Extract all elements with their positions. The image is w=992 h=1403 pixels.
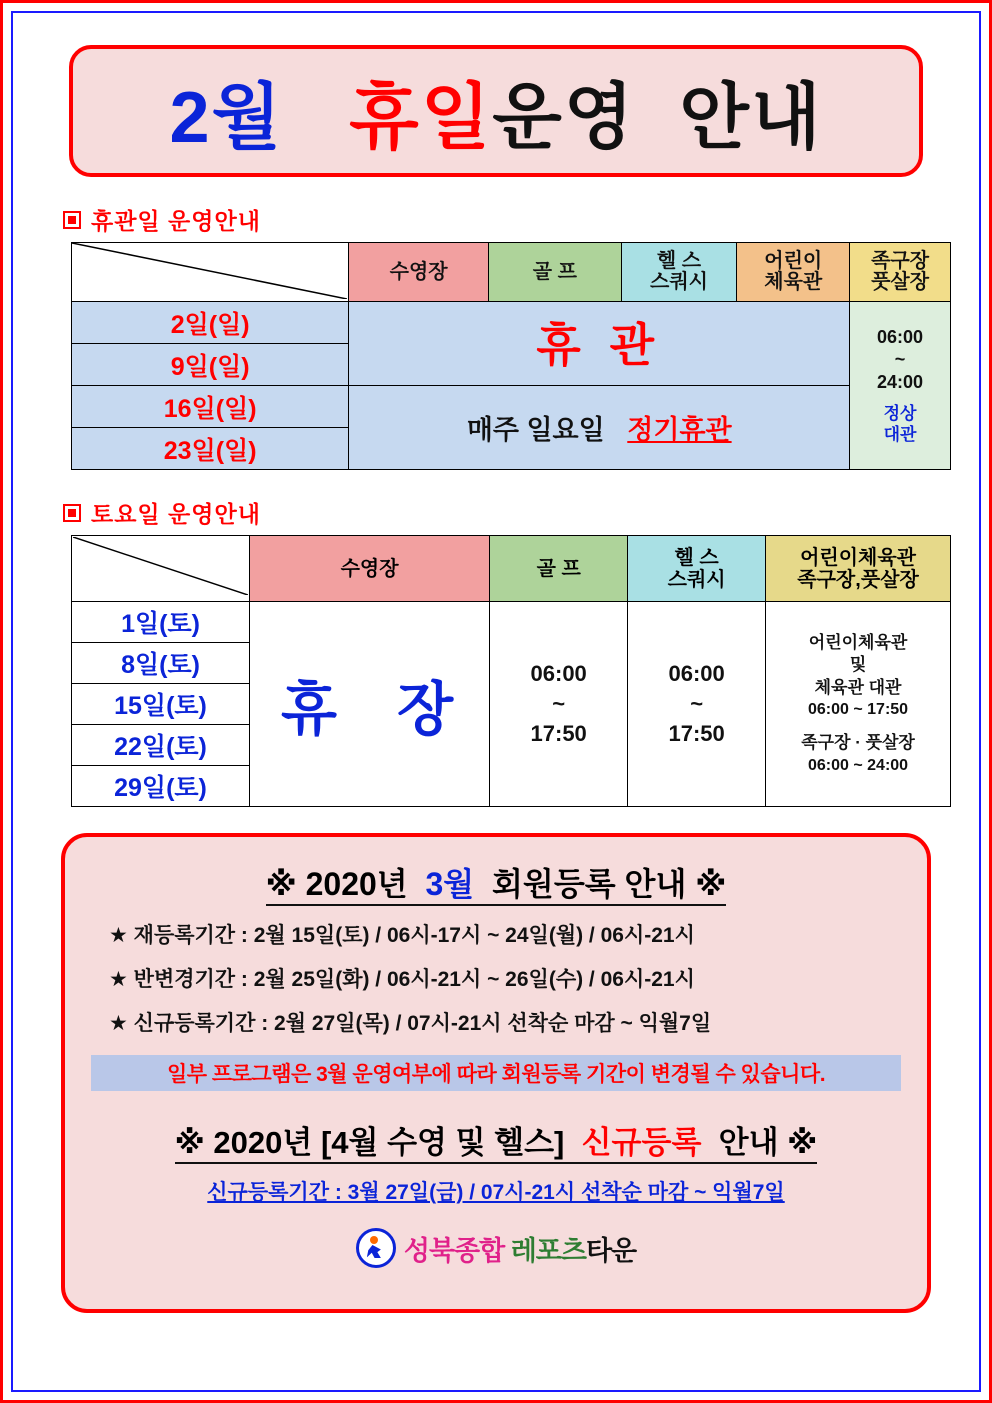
kids-info-line1: 어린이체육관 bbox=[808, 633, 908, 653]
notice-box bbox=[61, 833, 931, 1313]
logo-part-1: 성북종합 bbox=[403, 1235, 505, 1266]
header-health-line2: 스쿼시 bbox=[667, 568, 726, 591]
header-kids bbox=[737, 243, 850, 302]
header-swim: 수영장 bbox=[349, 243, 489, 302]
section-1-header bbox=[63, 203, 957, 236]
section-1-title: 휴관일 운영안내 bbox=[91, 208, 261, 234]
section-2-header bbox=[63, 496, 957, 529]
futsal-note-line2: 대관 bbox=[883, 425, 917, 445]
page-title bbox=[170, 59, 823, 163]
header-kids-futsal-line2: 족구장,풋살장 bbox=[797, 568, 919, 591]
futsal-time-end: 24:00 bbox=[877, 371, 924, 392]
header-kids-futsal-line1: 어린이체육관 bbox=[800, 546, 916, 569]
futsal-info-line2: 06:00 ~ 24:00 bbox=[808, 756, 909, 774]
futsal-note-line1: 정상 bbox=[883, 404, 917, 423]
saturday-table bbox=[71, 535, 951, 807]
header-futsal bbox=[850, 243, 951, 302]
bullet-square-icon bbox=[63, 211, 81, 229]
closed-label: 휴 장 bbox=[250, 602, 490, 807]
notice-title-2 bbox=[83, 1117, 909, 1162]
golf-time-tilde: ~ bbox=[552, 691, 566, 717]
logo bbox=[83, 1228, 909, 1268]
table-row bbox=[72, 386, 951, 428]
section-2-title: 토요일 운영안내 bbox=[91, 501, 261, 527]
health-hours-cell bbox=[628, 602, 766, 807]
day-cell: 1일(토) bbox=[72, 602, 250, 643]
notice-title2-pre: ※ 2020년 [4월 수영 및 헬스] bbox=[174, 1125, 565, 1160]
golf-time-start: 06:00 bbox=[530, 661, 587, 687]
closed-note-black: 매주 일요일 bbox=[466, 415, 605, 445]
health-time-start: 06:00 bbox=[668, 661, 725, 687]
day-cell: 8일(토) bbox=[72, 643, 250, 684]
table-header-row bbox=[72, 243, 951, 302]
title-operation: 운영 bbox=[492, 78, 636, 158]
notice-title2-red: 신규등록 bbox=[581, 1125, 702, 1160]
kids-info-line4: 06:00 ~ 17:50 bbox=[808, 701, 909, 719]
title-month: 2월 bbox=[169, 78, 284, 158]
golf-hours-cell bbox=[490, 602, 628, 807]
title-banner bbox=[69, 45, 923, 177]
notice-subline: 신규등록기간 : 3월 27일(금) / 07시-21시 선착순 마감 ~ 익월7일 bbox=[207, 1181, 785, 1204]
header-kids-line1: 어린이 bbox=[764, 250, 823, 272]
day-cell: 2일(일) bbox=[72, 302, 349, 344]
poster-inner-border bbox=[11, 11, 981, 1392]
title-holiday: 휴일 bbox=[349, 78, 493, 158]
header-health-line1: 헬 스 bbox=[674, 546, 719, 569]
corner-cell bbox=[72, 536, 250, 602]
futsal-time-tilde: ~ bbox=[894, 349, 906, 369]
diagonal-line-icon bbox=[72, 243, 347, 299]
header-swim: 수영장 bbox=[250, 536, 490, 602]
health-time-end: 17:50 bbox=[668, 720, 725, 746]
table-row bbox=[72, 302, 951, 344]
day-cell: 29일(토) bbox=[72, 766, 250, 807]
title-guide: 안내 bbox=[679, 78, 823, 158]
day-cell: 23일(일) bbox=[72, 428, 349, 470]
logo-part-3: 타운 bbox=[585, 1235, 637, 1266]
logo-text bbox=[404, 1229, 636, 1268]
header-kids-line2: 체육관 bbox=[764, 271, 823, 293]
bullet-square-icon bbox=[63, 504, 81, 522]
closed-label: 휴 관 bbox=[349, 302, 850, 386]
header-health bbox=[628, 536, 766, 602]
notice-line-1: ★ 재등록기간 : 2월 15일(토) / 06시-17시 ~ 24일(월) / 06시-21시 bbox=[109, 924, 695, 947]
corner-cell bbox=[72, 243, 349, 302]
notice-title2-post: 안내 ※ bbox=[718, 1125, 818, 1160]
closed-note-red: 정기휴관 bbox=[627, 415, 732, 445]
header-kids-futsal bbox=[766, 536, 951, 602]
notice-title-month: 3월 bbox=[425, 866, 475, 902]
notice-highlight: 일부 프로그램은 3월 운영여부에 따라 회원등록 기간이 변경될 수 있습니다. bbox=[91, 1055, 901, 1091]
logo-part-2: 레포츠 bbox=[510, 1235, 586, 1266]
header-health-line1: 헬 스 bbox=[656, 250, 702, 272]
notice-title-post: 회원등록 안내 ※ bbox=[492, 866, 727, 902]
kids-info-line2: 및 bbox=[849, 655, 867, 675]
day-cell: 9일(일) bbox=[72, 344, 349, 386]
health-time-tilde: ~ bbox=[690, 691, 704, 717]
kids-info-line3: 체육관 대관 bbox=[814, 677, 902, 697]
header-futsal-line2: 풋살장 bbox=[871, 271, 930, 293]
golf-time-end: 17:50 bbox=[530, 720, 587, 746]
runner-icon bbox=[356, 1228, 396, 1268]
header-golf: 골 프 bbox=[490, 536, 628, 602]
notice-line-3: ★ 신규등록기간 : 2월 27일(목) / 07시-21시 선착순 마감 ~ 익월7일 bbox=[109, 1012, 712, 1035]
futsal-time-start: 06:00 bbox=[877, 326, 924, 347]
table-header-row bbox=[72, 536, 951, 602]
day-cell: 15일(토) bbox=[72, 684, 250, 725]
header-futsal-line1: 족구장 bbox=[871, 250, 930, 272]
notice-title bbox=[83, 859, 909, 905]
day-cell: 16일(일) bbox=[72, 386, 349, 428]
futsal-info-line1: 족구장 · 풋살장 bbox=[801, 733, 915, 753]
kids-futsal-info-cell bbox=[766, 602, 951, 807]
closed-days-table bbox=[71, 242, 951, 470]
day-cell: 22일(토) bbox=[72, 725, 250, 766]
notice-line-2: ★ 반변경기간 : 2월 25일(화) / 06시-21시 ~ 26일(수) / 06시-21시 bbox=[109, 968, 695, 991]
header-health bbox=[621, 243, 737, 302]
closed-note bbox=[349, 386, 850, 470]
table-row bbox=[72, 602, 951, 643]
notice-title-pre: ※ 2020년 bbox=[265, 866, 408, 902]
header-health-line2: 스쿼시 bbox=[650, 271, 708, 293]
diagonal-line-icon bbox=[73, 537, 248, 595]
futsal-hours-cell bbox=[850, 302, 951, 470]
header-golf: 골 프 bbox=[488, 243, 621, 302]
